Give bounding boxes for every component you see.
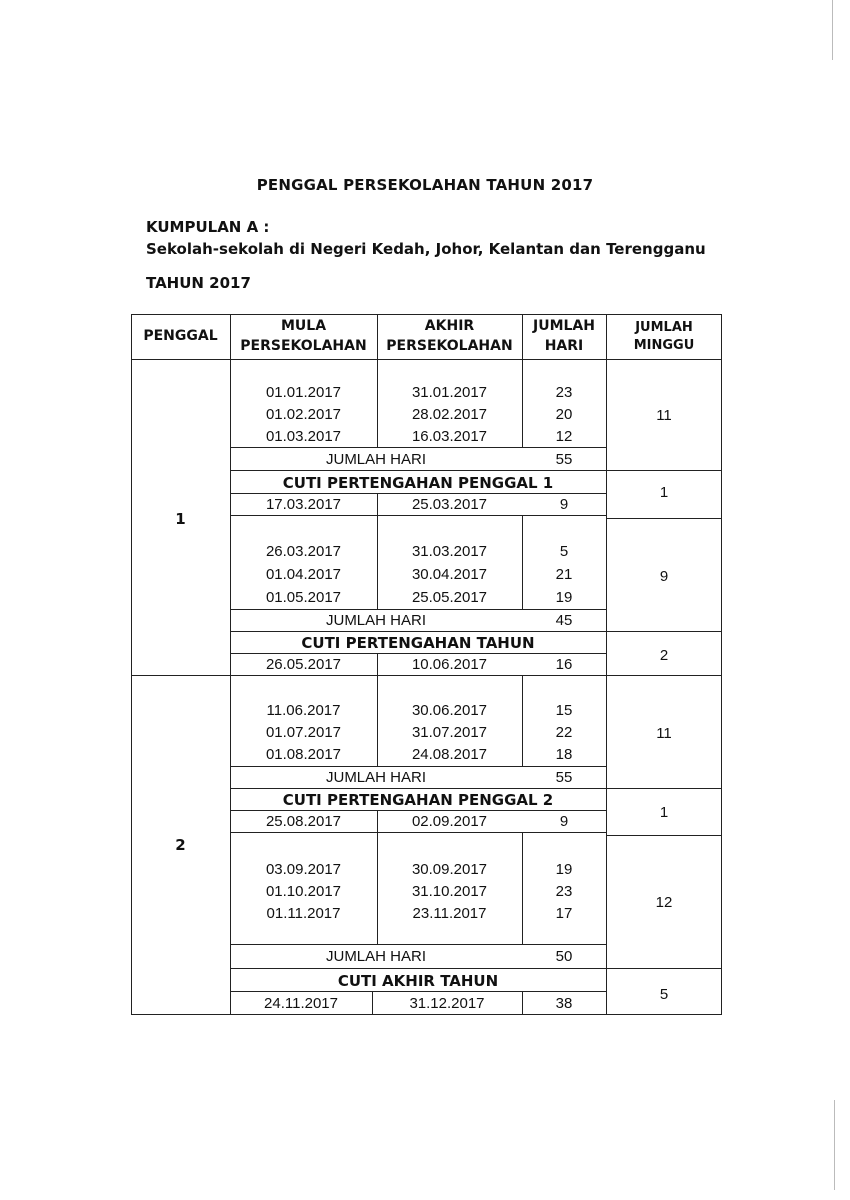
b2-akhir: 10.06.2017 [411, 656, 488, 673]
s3-r2-akhir: 30.04.2017 [411, 566, 488, 583]
b4-hari: 38 [555, 995, 573, 1012]
s7-minggu: 12 [655, 894, 673, 911]
s5-r2-hari: 22 [555, 724, 573, 741]
term-table [131, 314, 722, 1015]
s3-r3-hari: 19 [555, 589, 573, 606]
year-label: TAHUN 2017 [146, 274, 251, 292]
header-jumlah-hari-1: JUMLAH [533, 318, 595, 334]
s1-total-value: 55 [555, 451, 573, 468]
s7-r2-akhir: 31.10.2017 [411, 883, 488, 900]
s1-total-label: JUMLAH HARI [325, 451, 426, 468]
header-jumlah-minggu-1: JUMLAH [635, 320, 693, 335]
s7-r3-hari: 17 [555, 905, 573, 922]
b3-mula: 25.08.2017 [265, 813, 342, 830]
b1-hari: 9 [559, 496, 569, 513]
b4-mula: 24.11.2017 [264, 995, 338, 1012]
s1-r3-hari: 12 [555, 428, 573, 445]
s3-r1-mula: 26.03.2017 [265, 543, 342, 560]
b1-akhir: 25.03.2017 [411, 496, 488, 513]
group-label: KUMPULAN A : [146, 218, 270, 236]
header-jumlah-hari-2: HARI [544, 338, 584, 354]
s3-r1-hari: 5 [559, 543, 569, 560]
s5-minggu: 11 [656, 725, 672, 742]
s1-r1-hari: 23 [555, 384, 573, 401]
s7-r1-mula: 03.09.2017 [265, 861, 342, 878]
b4-akhir: 31.12.2017 [409, 995, 485, 1012]
header-jumlah-minggu-2: MINGGU [633, 338, 695, 353]
s3-minggu: 9 [659, 568, 669, 585]
b3-minggu: 1 [659, 804, 669, 821]
s1-r2-hari: 20 [555, 406, 573, 423]
s3-total-value: 45 [555, 612, 573, 629]
b2-minggu: 2 [659, 647, 669, 664]
s1-r1-akhir: 31.01.2017 [411, 384, 488, 401]
scan-mark [834, 1100, 835, 1190]
s5-total-label: JUMLAH HARI [325, 769, 426, 786]
s1-r2-akhir: 28.02.2017 [411, 406, 488, 423]
header-akhir-2: PERSEKOLAHAN [386, 338, 513, 354]
s7-r3-mula: 01.11.2017 [266, 905, 341, 922]
header-mula-2: PERSEKOLAHAN [240, 338, 367, 354]
penggal-2: 2 [175, 836, 186, 854]
s1-r3-akhir: 16.03.2017 [411, 428, 488, 445]
header-akhir-1: AKHIR [424, 318, 475, 334]
s3-r3-mula: 01.05.2017 [265, 589, 342, 606]
b1-minggu: 1 [659, 484, 669, 501]
b4-minggu: 5 [659, 986, 669, 1003]
header-penggal: PENGGAL [143, 328, 218, 344]
penggal-1: 1 [175, 510, 186, 528]
b3-hari: 9 [559, 813, 569, 830]
s7-r2-mula: 01.10.2017 [265, 883, 342, 900]
break-3-label: CUTI PERTENGAHAN PENGGAL 2 [282, 791, 554, 809]
break-4-label: CUTI AKHIR TAHUN [337, 972, 499, 990]
s5-r2-mula: 01.07.2017 [265, 724, 342, 741]
schools-label: Sekolah-sekolah di Negeri Kedah, Johor, Kelantan dan Terengganu [146, 240, 706, 258]
s5-r1-akhir: 30.06.2017 [411, 702, 488, 719]
break-2-label: CUTI PERTENGAHAN TAHUN [301, 634, 535, 652]
s1-r1-mula: 01.01.2017 [265, 384, 342, 401]
s5-r3-mula: 01.08.2017 [265, 746, 342, 763]
s1-minggu: 11 [656, 407, 672, 424]
s5-r2-akhir: 31.07.2017 [411, 724, 488, 741]
s5-total-value: 55 [555, 769, 573, 786]
break-1-label: CUTI PERTENGAHAN PENGGAL 1 [282, 474, 554, 492]
s3-r2-hari: 21 [555, 566, 573, 583]
s5-r3-hari: 18 [555, 746, 573, 763]
s1-r2-mula: 01.02.2017 [265, 406, 342, 423]
b2-hari: 16 [555, 656, 573, 673]
s5-r3-akhir: 24.08.2017 [411, 746, 488, 763]
s3-total-label: JUMLAH HARI [325, 612, 426, 629]
s3-r3-akhir: 25.05.2017 [411, 589, 488, 606]
s3-r2-mula: 01.04.2017 [265, 566, 342, 583]
s5-r1-mula: 11.06.2017 [266, 702, 341, 719]
s5-r1-hari: 15 [555, 702, 573, 719]
s7-total-label: JUMLAH HARI [325, 948, 426, 965]
s7-r1-akhir: 30.09.2017 [411, 861, 488, 878]
s7-r3-akhir: 23.11.2017 [412, 905, 487, 922]
b2-mula: 26.05.2017 [265, 656, 342, 673]
b3-akhir: 02.09.2017 [411, 813, 488, 830]
document-title: PENGGAL PERSEKOLAHAN TAHUN 2017 [256, 176, 594, 194]
header-mula-1: MULA [280, 318, 327, 334]
s7-total-value: 50 [555, 948, 573, 965]
s7-r2-hari: 23 [555, 883, 573, 900]
s3-r1-akhir: 31.03.2017 [411, 543, 488, 560]
scan-mark [832, 0, 833, 60]
s7-r1-hari: 19 [555, 861, 573, 878]
b1-mula: 17.03.2017 [265, 496, 342, 513]
s1-r3-mula: 01.03.2017 [265, 428, 342, 445]
